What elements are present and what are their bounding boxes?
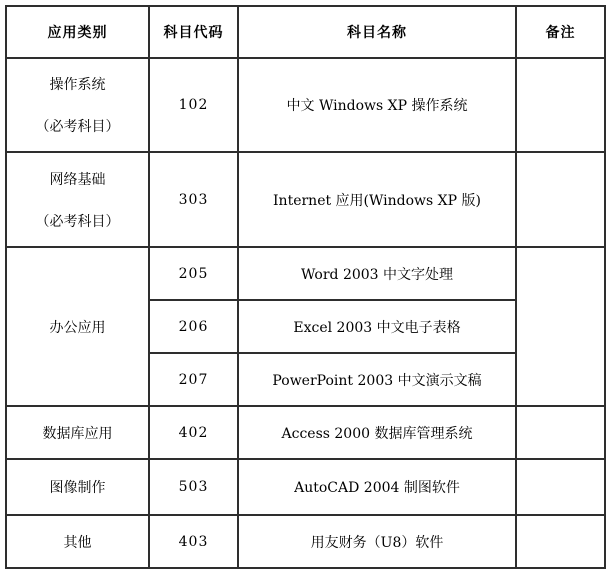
table-row-other (6, 515, 605, 568)
category-cell-office: 办公应用 (6, 247, 149, 406)
remark-cell (516, 58, 605, 152)
category-cell: 图像制作 (6, 459, 149, 515)
remark-cell (516, 406, 605, 459)
table-row-os (6, 58, 605, 152)
category-two-line (11, 155, 144, 245)
table-row-office-1 (6, 247, 605, 300)
code-cell: 503 (149, 459, 238, 515)
remark-cell (516, 152, 605, 247)
remark-cell (516, 515, 605, 568)
category-cell: 其他 (6, 515, 149, 568)
subject-cell: Word 2003 中文字处理 (238, 247, 516, 300)
category-line1: 网络基础 (49, 171, 106, 188)
category-line2: （必考科目） (35, 213, 120, 230)
header-code: 科目代码 (149, 6, 238, 58)
code-cell: 205 (149, 247, 238, 300)
category-cell: 数据库应用 (6, 406, 149, 459)
subject-cell: AutoCAD 2004 制图软件 (238, 459, 516, 515)
category-line1: 操作系统 (49, 77, 106, 93)
subjects-table (5, 5, 606, 569)
code-cell: 102 (149, 58, 238, 152)
subject-cell: PowerPoint 2003 中文演示文稿 (238, 353, 516, 406)
category-line2: （必考科目） (35, 119, 120, 135)
table-row-network (6, 152, 605, 247)
code-cell: 403 (149, 515, 238, 568)
subject-cell: Excel 2003 中文电子表格 (238, 300, 516, 353)
category-two-line (11, 60, 144, 150)
category-cell (6, 58, 149, 152)
table-row-graphics (6, 459, 605, 515)
header-subject-name: 科目名称 (238, 6, 516, 58)
remark-cell-office (516, 247, 605, 406)
header-category: 应用类别 (6, 6, 149, 58)
remark-cell (516, 459, 605, 515)
table-row-database (6, 406, 605, 459)
subject-cell: 用友财务（U8）软件 (238, 515, 516, 568)
header-remark: 备注 (516, 6, 605, 58)
code-cell: 207 (149, 353, 238, 406)
subject-cell: Internet 应用(Windows XP 版) (238, 152, 516, 247)
code-cell: 303 (149, 152, 238, 247)
header-row (6, 6, 605, 58)
subject-cell: Access 2000 数据库管理系统 (238, 406, 516, 459)
code-cell: 206 (149, 300, 238, 353)
code-cell: 402 (149, 406, 238, 459)
subject-cell: 中文 Windows XP 操作系统 (238, 58, 516, 152)
category-cell (6, 152, 149, 247)
